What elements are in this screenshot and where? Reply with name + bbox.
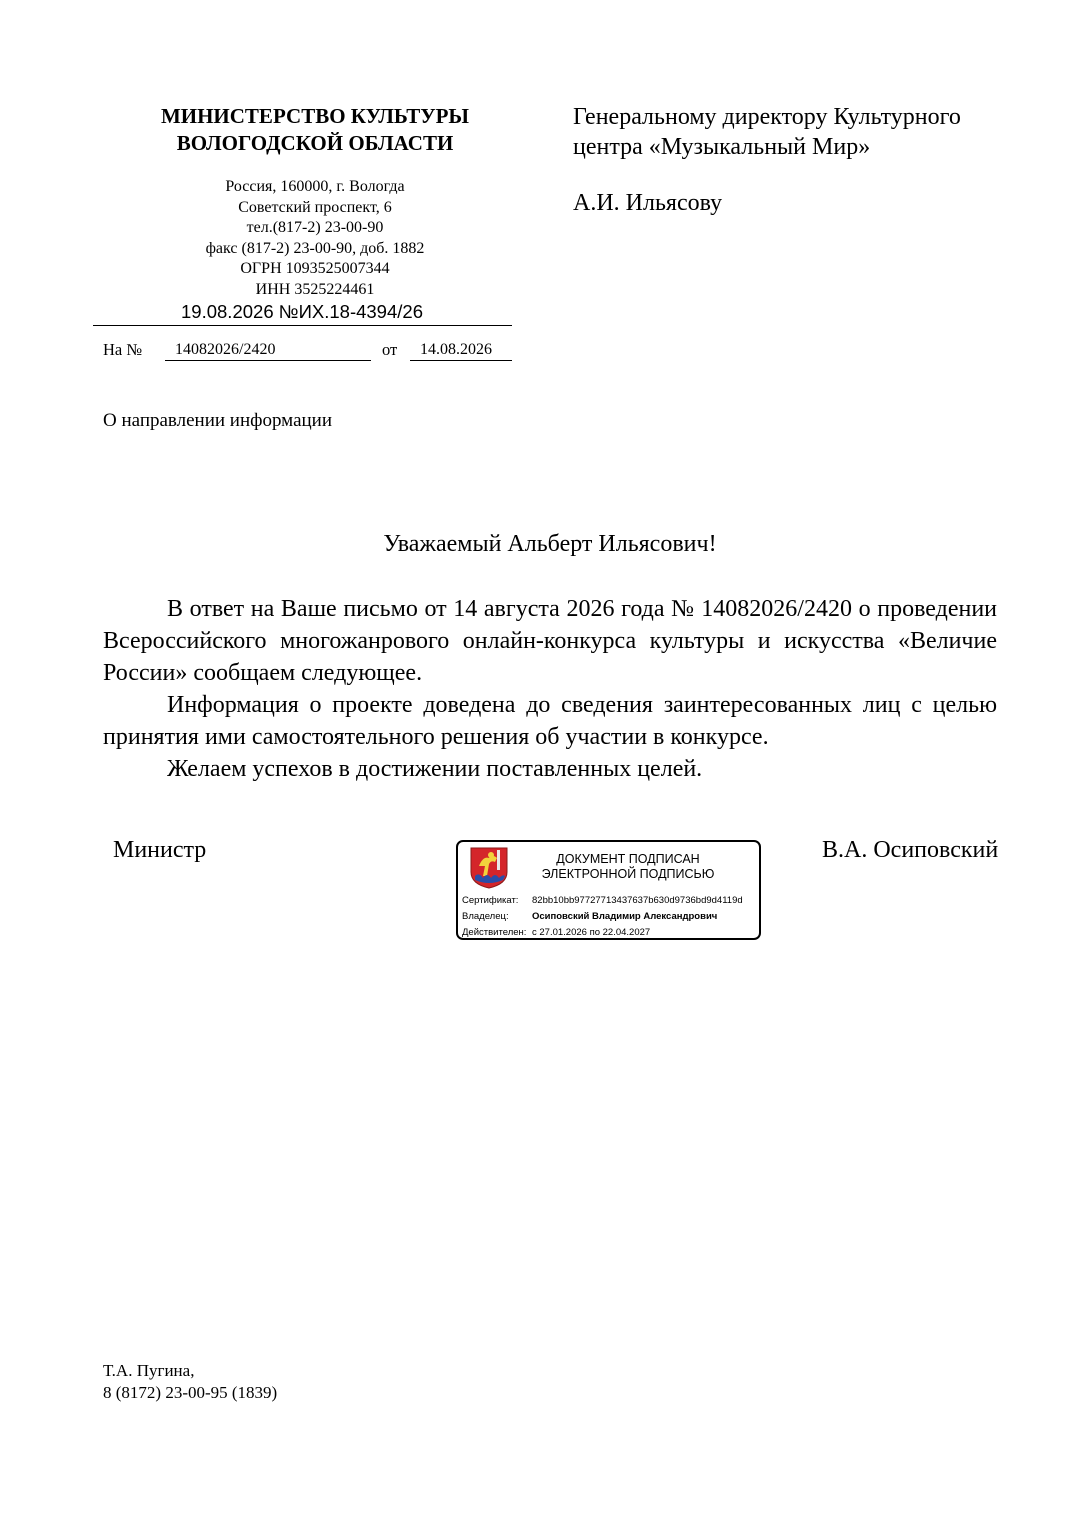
- sender-address: [96, 177, 534, 301]
- e-signature-stamp: [456, 840, 761, 940]
- body-paragraph: Желаем успехов в достижении поставленных целей.: [167, 756, 703, 782]
- stamp-valid-value: с 27.01.2026 по 22.04.2027: [532, 927, 651, 938]
- executor-name: Т.А. Пугина,: [103, 1361, 195, 1380]
- letter-subject: О направлении информации: [103, 410, 333, 431]
- greeting: Уважаемый Альберт Ильясович!: [383, 531, 717, 557]
- vologda-coat-of-arms-icon: [469, 846, 509, 890]
- stamp-cert-label: Сертификат:: [462, 895, 519, 906]
- address-line: тел.(817-2) 23-00-90: [246, 219, 384, 237]
- stamp-valid-row: [462, 925, 743, 941]
- signer-name: В.А. Осиповский: [822, 837, 999, 863]
- stamp-owner-value: Осиповский Владимир Александрович: [532, 911, 718, 922]
- stamp-details: [462, 893, 743, 941]
- stamp-owner-label: Владелец:: [462, 911, 509, 922]
- signer-position: Министр: [113, 837, 207, 863]
- body-paragraph: Информация о проекте доведена до сведения заинтересованных лиц с целью принятия ими самостоятельного решения об участии в конкурсе.: [103, 692, 997, 750]
- address-line: Россия, 160000, г. Вологда: [225, 178, 405, 195]
- stamp-cert-value: 82bb10bb97727713437637b630d9736bd9d4119d: [532, 895, 743, 906]
- addressee-name: А.И. Ильясову: [573, 190, 723, 216]
- address-line: ОГРН 1093525007344: [240, 260, 390, 278]
- sender-org-name: [96, 103, 534, 157]
- stamp-title-line2: ЭЛЕКТРОННОЙ ПОДПИСЬЮ: [541, 867, 715, 881]
- addressee-position: Генеральному директору Культурного центра «Музыкальный Мир»: [573, 104, 961, 160]
- address-line: Советский проспект, 6: [238, 198, 392, 216]
- address-line: ИНН 3525224461: [255, 280, 375, 298]
- stamp-owner-row: [462, 909, 743, 925]
- executor-phone: 8 (8172) 23-00-95 (1839): [103, 1382, 278, 1402]
- stamp-cert-row: [462, 893, 743, 909]
- org-name-line1: МИНИСТЕРСТВО КУЛЬТУРЫ: [160, 104, 470, 128]
- letter-body: [103, 593, 997, 785]
- divider: [93, 325, 512, 326]
- stamp-valid-label: Действителен:: [462, 927, 527, 938]
- reference-number: 14082026/2420: [165, 340, 371, 361]
- stamp-title-line1: ДОКУМЕНТ ПОДПИСАН: [556, 852, 700, 866]
- body-paragraph: В ответ на Ваше письмо от 14 августа 2026 года № 14082026/2420 о проведении Всероссийского многожанрового онлайн-конкурса культуры и искусства «Величие России» сообщаем следующее.: [103, 596, 997, 686]
- reference-label-from: от: [382, 340, 398, 359]
- executor-info: [103, 1360, 277, 1403]
- registration-number: 19.08.2026 №ИХ.18-4394/26: [181, 301, 423, 322]
- org-name-line2: ВОЛОГОДСКОЙ ОБЛАСТИ: [176, 131, 454, 155]
- stamp-title: [518, 852, 738, 882]
- address-line: факс (817-2) 23-00-90, доб. 1882: [205, 239, 425, 257]
- reference-label-no: На №: [103, 340, 143, 359]
- reference-date: 14.08.2026: [410, 340, 512, 361]
